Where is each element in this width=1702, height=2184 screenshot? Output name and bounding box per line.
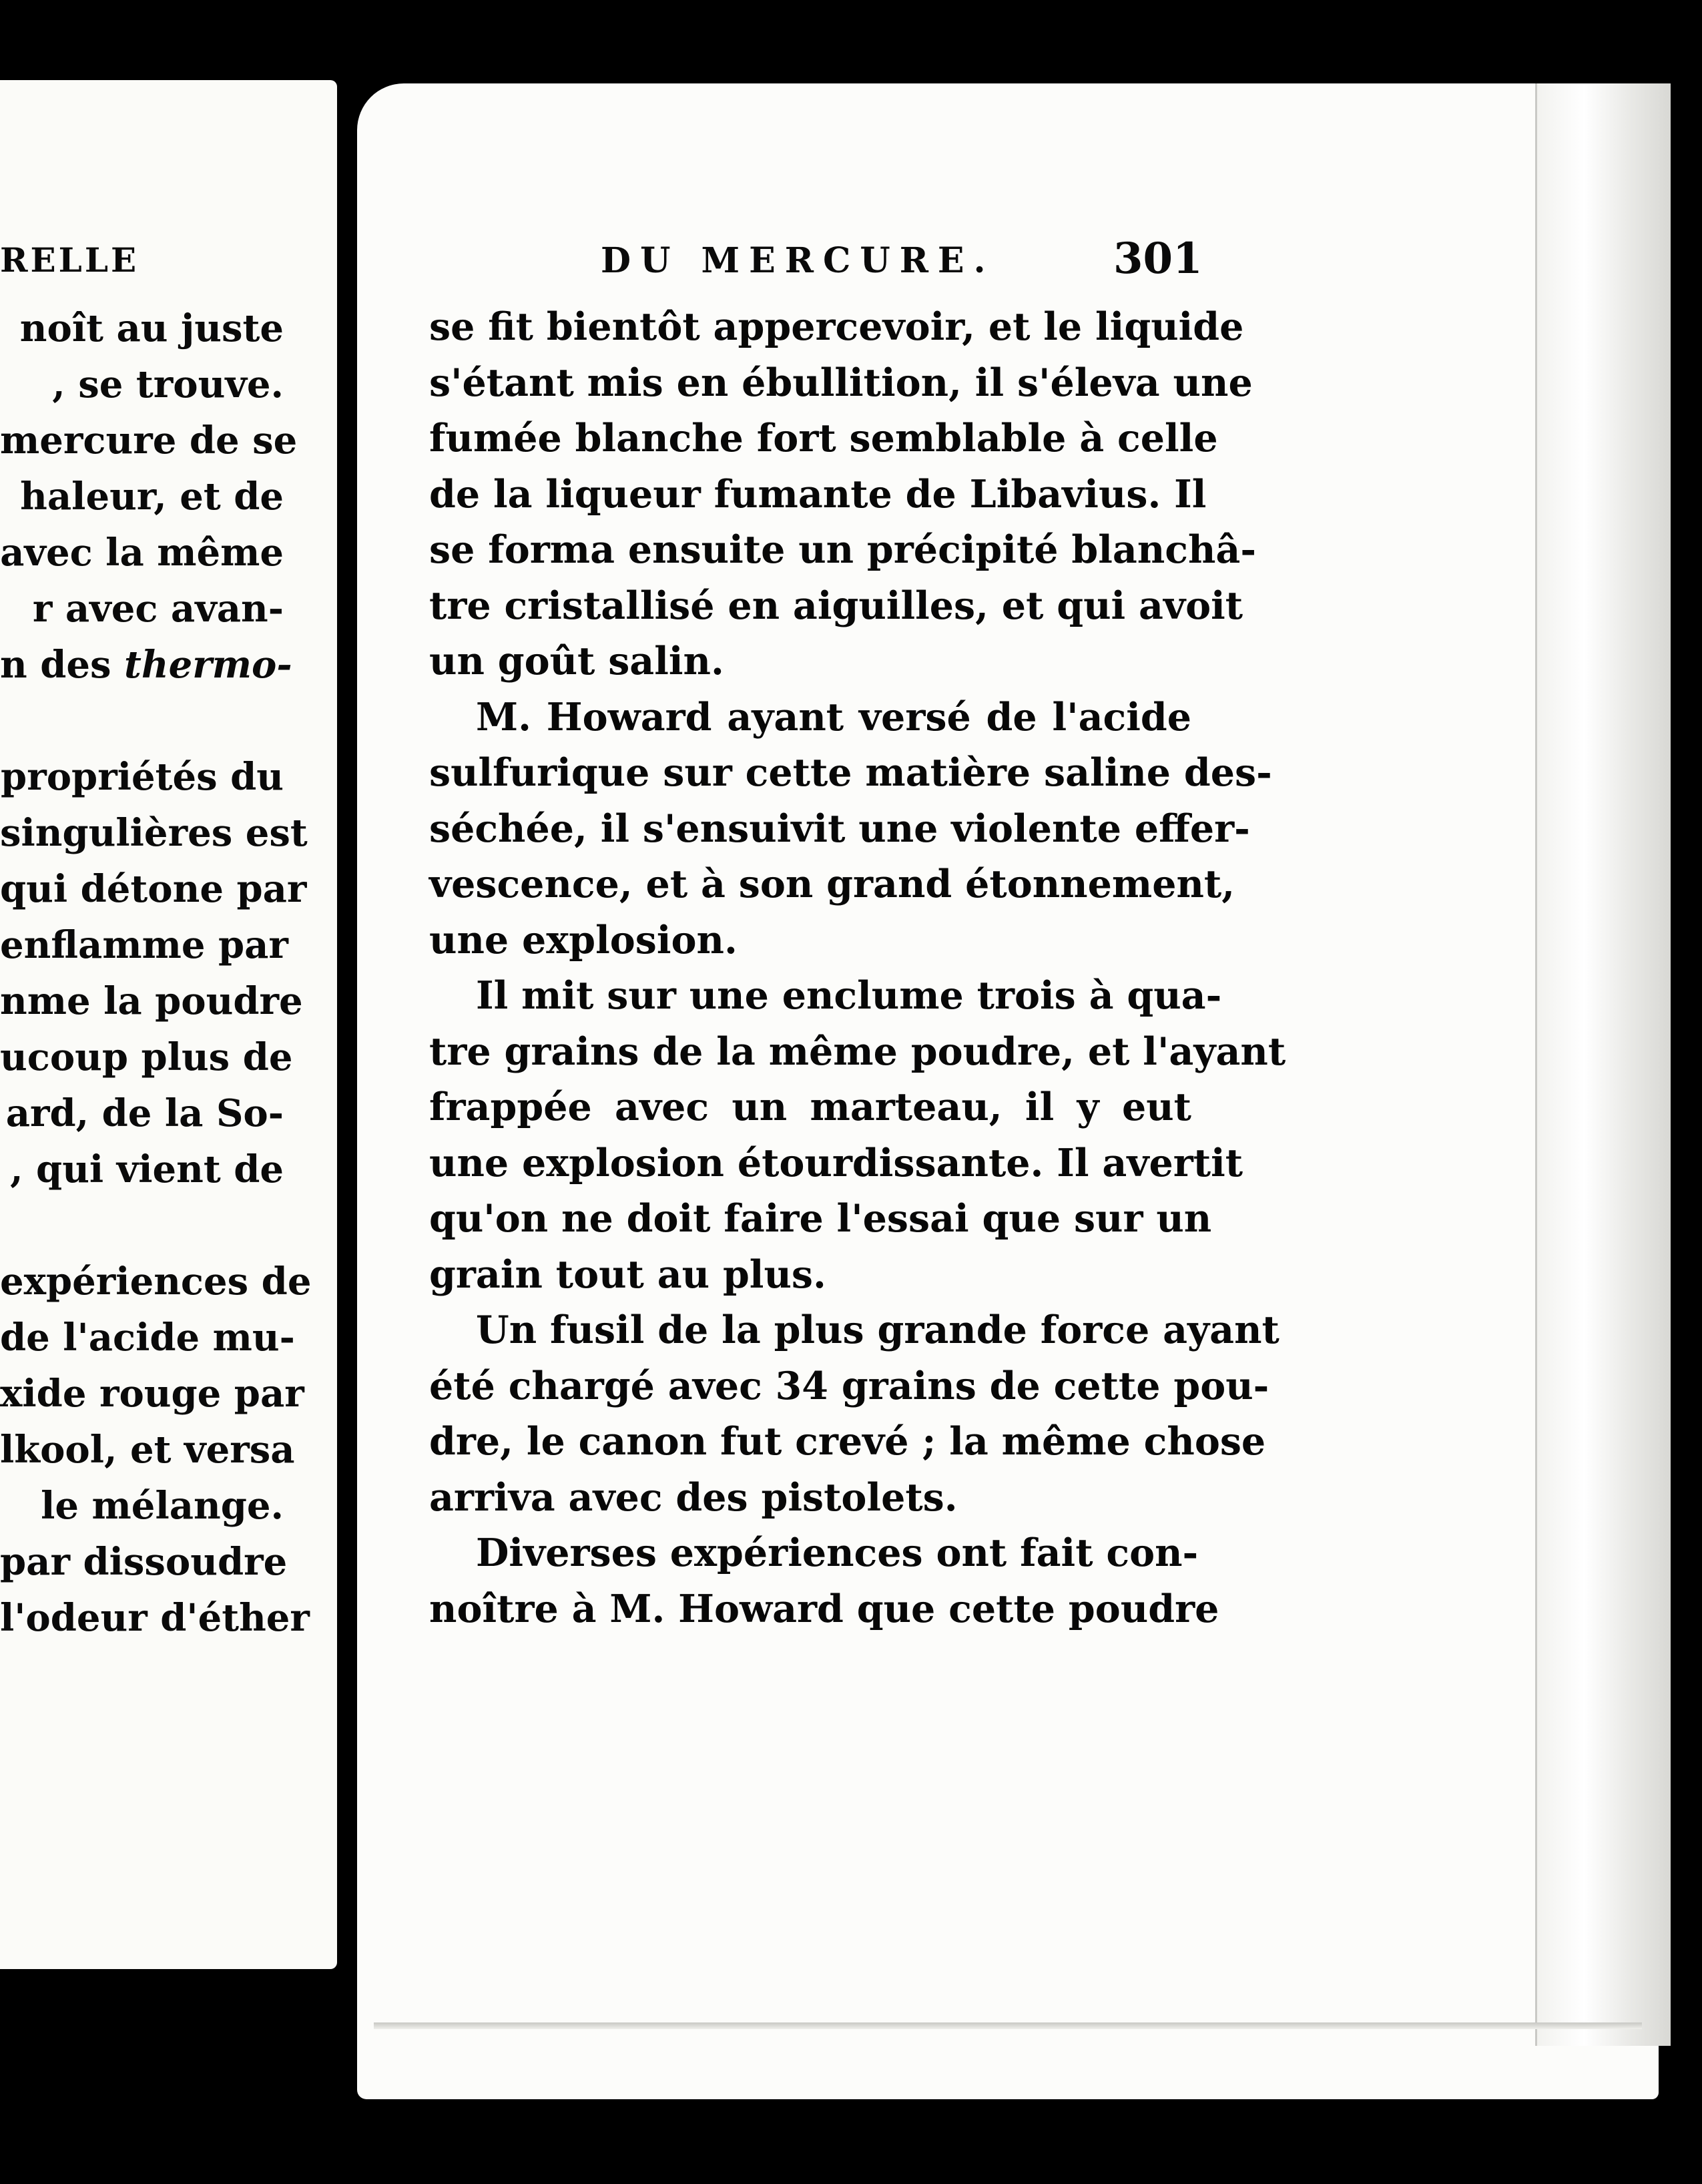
body-line: une explosion étourdissante. Il avertit: [429, 1140, 1243, 1185]
body-line: sulfurique sur cette matière saline des-: [429, 750, 1272, 795]
left-page-text: [0, 300, 312, 1646]
left-line: , qui vient de: [10, 1147, 284, 1191]
left-line: ard, de la So-: [5, 1091, 284, 1135]
left-line: r avec avan-: [32, 587, 284, 631]
left-line: haleur, et de: [20, 475, 284, 519]
left-line: avec la même: [0, 531, 284, 575]
left-line: l'odeur d'éther: [0, 1596, 310, 1640]
page-bottom-edge: [374, 2022, 1642, 2029]
left-line: [0, 1197, 284, 1254]
left-line: nme la poudre: [0, 979, 303, 1023]
body-text: [429, 299, 1286, 1637]
left-line: propriétés du: [1, 755, 284, 799]
italic-word: thermo-: [124, 643, 292, 687]
left-running-head: RELLE: [0, 240, 139, 280]
left-line: expériences de: [0, 1260, 312, 1304]
body-line: arriva avec des pistolets.: [429, 1474, 958, 1520]
left-line: noît au juste: [19, 306, 284, 350]
body-line: séchée, il s'ensuivit une violente effer-: [429, 806, 1250, 851]
page-number: 301: [1113, 234, 1203, 284]
body-line: Il mit sur une enclume trois à qua-: [476, 973, 1222, 1018]
body-line: Diverses expériences ont fait con-: [476, 1531, 1199, 1575]
body-line: s'étant mis en ébullition, il s'éleva une: [429, 360, 1253, 405]
body-line: tre cristallisé en aiguilles, et qui avoit: [429, 583, 1243, 628]
body-line: une explosion.: [429, 917, 738, 963]
left-line: ucoup plus de: [0, 1035, 293, 1079]
body-line: vescence, et à son grand étonnement,: [429, 862, 1235, 906]
left-line: de l'acide mu-: [0, 1316, 295, 1360]
running-head: DU MERCURE.: [601, 240, 995, 281]
left-line: lkool, et versa: [0, 1428, 295, 1472]
left-line: [0, 693, 284, 749]
page-edge-stack: [1535, 83, 1671, 2046]
left-line: , se trouve.: [52, 362, 284, 406]
left-line: qui détone par: [0, 867, 307, 911]
body-line: de la liqueur fumante de Libavius. Il: [429, 471, 1207, 517]
left-line: mercure de se: [0, 419, 298, 463]
body-line: frappée avec un marteau, il y eut: [429, 1085, 1191, 1129]
body-line: été chargé avec 34 grains de cette pou-: [429, 1363, 1269, 1408]
left-line: le mélange.: [41, 1484, 284, 1528]
body-line: Un fusil de la plus grande force ayant: [476, 1308, 1280, 1352]
body-line: un goût salin.: [429, 639, 724, 684]
body-line: grain tout au plus.: [429, 1252, 826, 1297]
body-line: M. Howard ayant versé de l'acide: [476, 694, 1191, 740]
left-line: par dissoudre: [0, 1540, 288, 1584]
body-line: noître à M. Howard que cette poudre: [429, 1586, 1219, 1631]
left-line: singulières est: [0, 811, 308, 855]
body-line: tre grains de la même poudre, et l'ayant: [429, 1029, 1286, 1074]
body-line: dre, le canon fut crevé ; la même chose: [429, 1419, 1266, 1464]
left-line: enflamme par: [0, 923, 288, 967]
body-line: qu'on ne doit faire l'essai que sur un: [429, 1196, 1212, 1241]
body-line: se fit bientôt appercevoir, et le liquide: [429, 304, 1244, 349]
body-line: fumée blanche fort semblable à celle: [429, 416, 1218, 461]
left-line: xide rouge par: [0, 1372, 304, 1416]
left-line: n des thermo-: [0, 643, 292, 687]
body-line: se forma ensuite un précipité blanchâ-: [429, 527, 1256, 572]
